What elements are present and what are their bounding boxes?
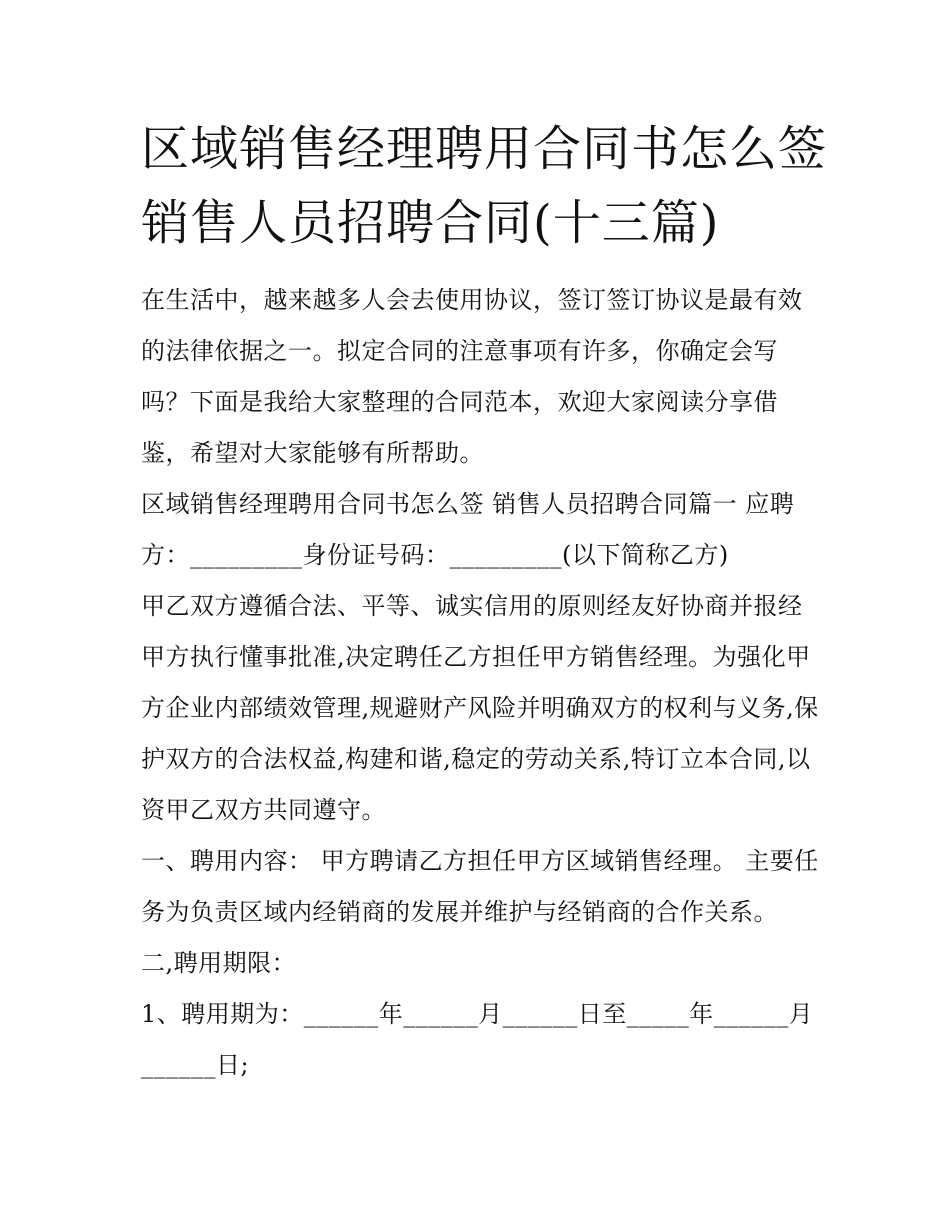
document-title: 区域销售经理聘用合同书怎么签 销售人员招聘合同(十三篇) [141, 121, 828, 251]
term-clause: 1、聘用期为：______年______月______日至_____年______月______日; [141, 1000, 814, 1079]
contract-header-paragraph: 区域销售经理聘用合同书怎么签 销售人员招聘合同篇一 应聘方：_________身份证号码：_________(以下简称乙方) [141, 490, 795, 569]
section-one-content: 一、聘用内容： 甲方聘请乙方担任甲方区域销售经理。 主要任务为负责区域内经销商的发展并维护与经销商的合作关系。 [141, 847, 819, 926]
document-body [141, 275, 821, 1091]
section-two-heading: 二,聘用期限： [141, 949, 297, 977]
intro-paragraph: 在生活中，越来越多人会去使用协议，签订签订协议是最有效的法律依据之一。拟定合同的注意事项有许多，你确定会写吗？下面是我给大家整理的合同范本，欢迎大家阅读分享借鉴，希望对大家能够有所帮助。 [141, 286, 803, 467]
principles-paragraph: 甲乙双方遵循合法、平等、诚实信用的原则经友好协商并报经甲方执行懂事批准,决定聘任乙方担任甲方销售经理。为强化甲方企业内部绩效管理,规避财产风险并明确双方的权利与义务,保护双方的合法权益,构建和谐,稳定的劳动关系,特订立本合同,以资甲乙双方共同遵守。 [141, 592, 819, 824]
